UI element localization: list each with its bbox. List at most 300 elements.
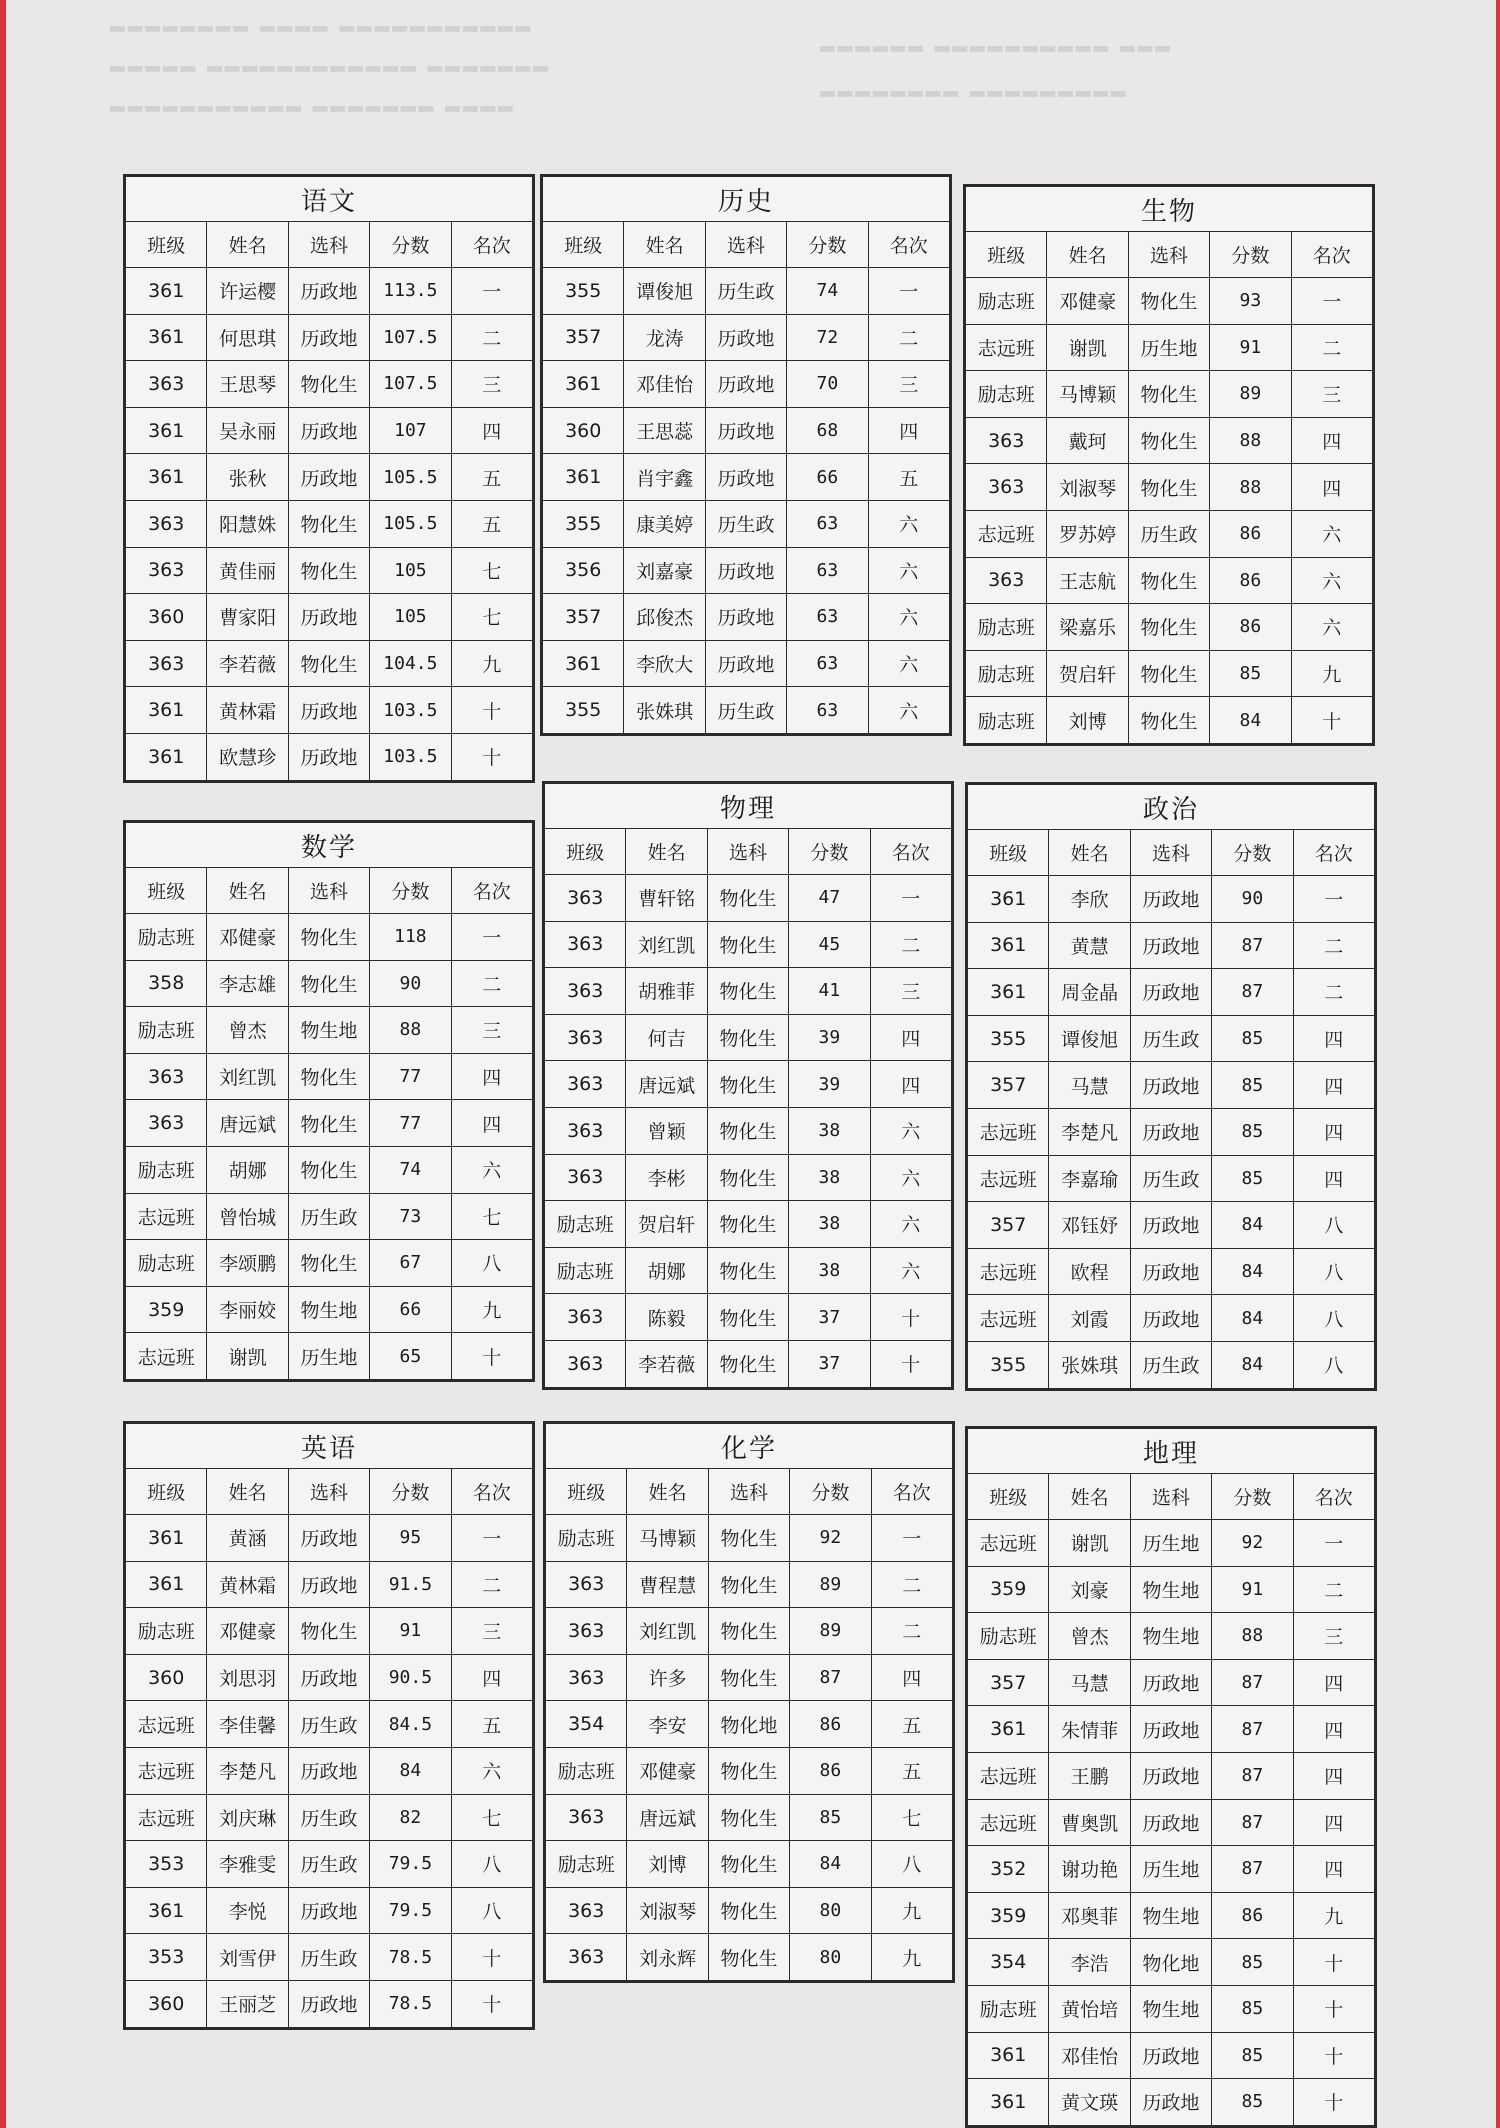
cell-name: 李颂鹏: [207, 1240, 288, 1287]
cell-rank: 九: [871, 1934, 952, 1981]
cell-rank: 二: [870, 921, 951, 968]
cell-elective: 历生地: [1130, 1846, 1211, 1893]
cell-elective: 历政地: [1130, 1202, 1211, 1249]
cell-elective: 历政地: [1130, 1659, 1211, 1706]
cell-rank: 十: [1293, 2079, 1374, 2126]
cell-name: 邓佳怡: [1049, 2032, 1130, 2079]
cell-class: 363: [546, 1934, 627, 1981]
cell-score: 89: [1210, 371, 1291, 418]
cell-rank: 四: [868, 407, 949, 454]
cell-class: 志远班: [126, 1701, 207, 1748]
cell-class: 励志班: [126, 1146, 207, 1193]
cell-name: 许运樱: [207, 268, 288, 315]
cell-name: 刘红凯: [627, 1608, 708, 1655]
table-row: [968, 1520, 1375, 1567]
table-row: [126, 1887, 533, 1934]
cell-score: 45: [789, 921, 870, 968]
cell-elective: 物化地: [708, 1701, 789, 1748]
column-header-rank: 名次: [451, 222, 532, 268]
cell-name: 邱俊杰: [624, 594, 705, 641]
cell-name: 刘淑琴: [627, 1887, 708, 1934]
cell-class: 357: [968, 1659, 1049, 1706]
cell-name: 刘红凯: [207, 1053, 288, 1100]
cell-name: 黄慧: [1049, 922, 1130, 969]
cell-class: 360: [126, 594, 207, 641]
table-row: [543, 361, 950, 408]
column-header-class: 班级: [968, 1474, 1049, 1520]
cell-name: 周金晶: [1049, 969, 1130, 1016]
cell-elective: 物化生: [288, 1100, 369, 1147]
cell-class: 359: [126, 1286, 207, 1333]
cell-score: 84: [1212, 1248, 1293, 1295]
cell-score: 113.5: [370, 268, 451, 315]
cell-elective: 历政地: [1130, 876, 1211, 923]
table-row: [126, 1007, 533, 1054]
cell-name: 欧慧珍: [207, 733, 288, 780]
cell-name: 马慧: [1049, 1659, 1130, 1706]
cell-elective: 物化生: [708, 1654, 789, 1701]
rank-table-zhengzhi: [965, 782, 1377, 1391]
cell-score: 95: [370, 1515, 451, 1562]
cell-score: 78.5: [370, 1980, 451, 2027]
cell-name: 王志航: [1047, 557, 1128, 604]
cell-rank: 二: [451, 314, 532, 361]
cell-score: 65: [370, 1333, 451, 1380]
cell-elective: 历生政: [1130, 1155, 1211, 1202]
cell-rank: 九: [1293, 1892, 1374, 1939]
cell-rank: 六: [868, 687, 949, 734]
cell-rank: 六: [868, 500, 949, 547]
cell-elective: 物生地: [288, 1007, 369, 1054]
cell-score: 89: [790, 1608, 871, 1655]
cell-rank: 二: [1293, 1566, 1374, 1613]
cell-class: 志远班: [966, 510, 1047, 557]
table-row: [126, 1841, 533, 1888]
cell-elective: 物化生: [707, 1340, 788, 1387]
cell-class: 363: [126, 1100, 207, 1147]
cell-score: 86: [1212, 1892, 1293, 1939]
subject-title: 化学: [546, 1424, 953, 1469]
cell-elective: 物化生: [288, 1608, 369, 1655]
cell-elective: 历政地: [1130, 1295, 1211, 1342]
cell-elective: 物化生: [708, 1747, 789, 1794]
cell-class: 363: [545, 1294, 626, 1341]
cell-name: 欧程: [1049, 1248, 1130, 1295]
cell-rank: 八: [1293, 1202, 1374, 1249]
table-row: [126, 594, 533, 641]
cell-score: 70: [787, 361, 868, 408]
cell-elective: 历政地: [1130, 922, 1211, 969]
cell-class: 363: [126, 1053, 207, 1100]
table-row: [546, 1654, 953, 1701]
cell-rank: 四: [870, 1061, 951, 1108]
cell-name: 李楚凡: [207, 1747, 288, 1794]
cell-score: 87: [1212, 1846, 1293, 1893]
cell-class: 励志班: [966, 697, 1047, 744]
cell-rank: 四: [1293, 1108, 1374, 1155]
subject-title: 生物: [966, 187, 1373, 232]
cell-name: 刘雪伊: [207, 1934, 288, 1981]
cell-rank: 二: [871, 1608, 952, 1655]
cell-elective: 物化生: [1128, 371, 1209, 418]
cell-elective: 历政地: [705, 407, 786, 454]
cell-class: 志远班: [126, 1333, 207, 1380]
table-row: [126, 1654, 533, 1701]
cell-rank: 六: [451, 1146, 532, 1193]
cell-score: 105.5: [370, 454, 451, 501]
cell-score: 88: [1210, 464, 1291, 511]
cell-elective: 历政地: [288, 314, 369, 361]
column-header-elective: 选科: [288, 1469, 369, 1515]
cell-name: 胡娜: [626, 1247, 707, 1294]
table-row: [126, 454, 533, 501]
table-row: [545, 1247, 952, 1294]
cell-name: 曹程慧: [627, 1561, 708, 1608]
cell-name: 李嘉瑜: [1049, 1155, 1130, 1202]
subject-title: 语文: [126, 177, 533, 222]
cell-rank: 四: [1291, 417, 1372, 464]
cell-class: 志远班: [968, 1799, 1049, 1846]
rank-table-wuli: [542, 781, 954, 1390]
table-row: [126, 1747, 533, 1794]
cell-class: 357: [543, 594, 624, 641]
table-row: [545, 875, 952, 922]
cell-rank: 三: [1291, 371, 1372, 418]
rank-table-huaxue: [543, 1421, 955, 1983]
cell-elective: 物化生: [288, 1240, 369, 1287]
table-row: [545, 1340, 952, 1387]
column-header-name: 姓名: [1049, 1474, 1130, 1520]
cell-elective: 物生地: [1130, 1566, 1211, 1613]
cell-score: 107.5: [370, 314, 451, 361]
cell-name: 刘豪: [1049, 1566, 1130, 1613]
cell-name: 王鹏: [1049, 1752, 1130, 1799]
column-header-score: 分数: [789, 829, 870, 875]
cell-class: 359: [968, 1892, 1049, 1939]
cell-rank: 八: [1293, 1248, 1374, 1295]
cell-name: 王思琴: [207, 361, 288, 408]
column-header-score: 分数: [787, 222, 868, 268]
cell-name: 贺启轩: [1047, 650, 1128, 697]
column-header-class: 班级: [126, 222, 207, 268]
cell-class: 361: [126, 1887, 207, 1934]
cell-score: 39: [789, 1014, 870, 1061]
cell-name: 张秋: [207, 454, 288, 501]
cell-name: 何吉: [626, 1014, 707, 1061]
table-row: [126, 640, 533, 687]
cell-rank: 一: [1293, 876, 1374, 923]
column-header-elective: 选科: [1130, 830, 1211, 876]
cell-score: 105: [370, 547, 451, 594]
table-row: [545, 1107, 952, 1154]
cell-elective: 历政地: [705, 361, 786, 408]
cell-name: 邓奥菲: [1049, 1892, 1130, 1939]
cell-elective: 历政地: [1130, 1752, 1211, 1799]
cell-rank: 五: [451, 500, 532, 547]
cell-rank: 三: [451, 361, 532, 408]
cell-class: 353: [126, 1934, 207, 1981]
subject-title: 地理: [968, 1429, 1375, 1474]
cell-elective: 历政地: [288, 454, 369, 501]
cell-class: 361: [968, 1706, 1049, 1753]
column-header-rank: 名次: [451, 868, 532, 914]
cell-name: 黄林霜: [207, 1561, 288, 1608]
cell-class: 361: [968, 876, 1049, 923]
cell-score: 77: [370, 1053, 451, 1100]
cell-rank: 一: [1293, 1520, 1374, 1567]
cell-class: 354: [968, 1939, 1049, 1986]
column-header-score: 分数: [370, 1469, 451, 1515]
cell-name: 刘霞: [1049, 1295, 1130, 1342]
cell-score: 87: [1212, 922, 1293, 969]
table-row: [126, 1100, 533, 1147]
cell-class: 361: [126, 268, 207, 315]
cell-score: 87: [1212, 1799, 1293, 1846]
column-header-name: 姓名: [626, 829, 707, 875]
cell-score: 87: [1212, 1659, 1293, 1706]
cell-score: 88: [1212, 1613, 1293, 1660]
cell-rank: 七: [451, 594, 532, 641]
cell-name: 阳慧姝: [207, 500, 288, 547]
table-row: [968, 1341, 1375, 1388]
cell-elective: 物化生: [1128, 697, 1209, 744]
table-row: [966, 697, 1373, 744]
cell-score: 84.5: [370, 1701, 451, 1748]
cell-class: 361: [968, 2032, 1049, 2079]
cell-rank: 三: [1293, 1613, 1374, 1660]
table-row: [545, 968, 952, 1015]
table-row: [546, 1794, 953, 1841]
page-edge-left: [0, 0, 6, 2128]
table-row: [543, 594, 950, 641]
table-row: [126, 407, 533, 454]
cell-score: 47: [789, 875, 870, 922]
cell-elective: 物化生: [1128, 650, 1209, 697]
cell-elective: 历政地: [1130, 1062, 1211, 1109]
cell-name: 刘红凯: [626, 921, 707, 968]
cell-class: 363: [546, 1887, 627, 1934]
cell-class: 361: [543, 640, 624, 687]
cell-name: 刘永辉: [627, 1934, 708, 1981]
table-row: [543, 687, 950, 734]
cell-class: 353: [126, 1841, 207, 1888]
cell-rank: 三: [868, 361, 949, 408]
cell-elective: 历政地: [288, 1887, 369, 1934]
cell-class: 励志班: [968, 1613, 1049, 1660]
table-row: [546, 1608, 953, 1655]
cell-name: 唐远斌: [207, 1100, 288, 1147]
cell-rank: 六: [1291, 604, 1372, 651]
table-row: [126, 361, 533, 408]
table-row: [126, 547, 533, 594]
column-header-name: 姓名: [207, 222, 288, 268]
cell-class: 354: [546, 1701, 627, 1748]
column-header-name: 姓名: [207, 868, 288, 914]
score-table: [967, 1428, 1375, 2126]
cell-elective: 物生地: [1130, 1613, 1211, 1660]
cell-elective: 物化生: [288, 361, 369, 408]
cell-class: 363: [545, 968, 626, 1015]
cell-class: 361: [968, 969, 1049, 1016]
column-header-rank: 名次: [870, 829, 951, 875]
table-row: [126, 687, 533, 734]
cell-class: 励志班: [966, 371, 1047, 418]
cell-score: 85: [1212, 2032, 1293, 2079]
cell-rank: 四: [1293, 1015, 1374, 1062]
cell-name: 罗苏婷: [1047, 510, 1128, 557]
cell-rank: 一: [451, 268, 532, 315]
cell-score: 77: [370, 1100, 451, 1147]
cell-elective: 历生地: [1128, 324, 1209, 371]
table-row: [966, 371, 1373, 418]
table-row: [126, 1333, 533, 1380]
table-row: [126, 960, 533, 1007]
cell-rank: 八: [451, 1240, 532, 1287]
cell-class: 361: [126, 1515, 207, 1562]
cell-name: 曹奥凯: [1049, 1799, 1130, 1846]
cell-class: 357: [543, 314, 624, 361]
cell-class: 352: [968, 1846, 1049, 1893]
cell-name: 陈毅: [626, 1294, 707, 1341]
cell-elective: 物化生: [708, 1561, 789, 1608]
cell-name: 李欣: [1049, 876, 1130, 923]
table-row: [968, 1752, 1375, 1799]
table-row: [545, 1014, 952, 1061]
cell-rank: 九: [451, 640, 532, 687]
cell-rank: 二: [1293, 969, 1374, 1016]
column-header-rank: 名次: [868, 222, 949, 268]
cell-class: 励志班: [966, 650, 1047, 697]
cell-name: 刘庆琳: [207, 1794, 288, 1841]
cell-class: 励志班: [545, 1201, 626, 1248]
rank-table-yingyu: [123, 1421, 535, 2030]
cell-name: 胡雅菲: [626, 968, 707, 1015]
cell-name: 肖宇鑫: [624, 454, 705, 501]
cell-class: 361: [543, 454, 624, 501]
score-table: [542, 176, 950, 734]
column-header-rank: 名次: [451, 1469, 532, 1515]
column-header-elective: 选科: [705, 222, 786, 268]
cell-class: 359: [968, 1566, 1049, 1613]
table-row: [968, 1062, 1375, 1109]
table-row: [545, 1294, 952, 1341]
cell-name: 邓健豪: [627, 1747, 708, 1794]
score-table: [544, 783, 952, 1388]
column-header-rank: 名次: [1293, 830, 1374, 876]
cell-name: 刘淑琴: [1047, 464, 1128, 511]
cell-name: 曾颖: [626, 1107, 707, 1154]
cell-elective: 物生地: [1130, 1985, 1211, 2032]
table-row: [126, 1286, 533, 1333]
cell-rank: 七: [451, 1794, 532, 1841]
cell-rank: 五: [451, 1701, 532, 1748]
cell-rank: 四: [870, 1014, 951, 1061]
cell-class: 363: [545, 921, 626, 968]
cell-class: 志远班: [126, 1794, 207, 1841]
cell-rank: 七: [451, 547, 532, 594]
cell-elective: 物化生: [1128, 557, 1209, 604]
cell-rank: 十: [870, 1294, 951, 1341]
table-row: [546, 1934, 953, 1981]
table-row: [126, 1515, 533, 1562]
cell-class: 志远班: [968, 1295, 1049, 1342]
cell-rank: 四: [1293, 1846, 1374, 1893]
table-row: [543, 314, 950, 361]
cell-elective: 物化生: [708, 1841, 789, 1888]
cell-class: 励志班: [126, 1240, 207, 1287]
cell-rank: 十: [451, 1333, 532, 1380]
table-row: [126, 500, 533, 547]
column-header-score: 分数: [1212, 1474, 1293, 1520]
cell-name: 许多: [627, 1654, 708, 1701]
cell-class: 363: [546, 1654, 627, 1701]
cell-class: 励志班: [126, 1608, 207, 1655]
table-row: [968, 1015, 1375, 1062]
cell-elective: 历政地: [705, 454, 786, 501]
cell-elective: 历政地: [705, 594, 786, 641]
cell-elective: 历生政: [288, 1193, 369, 1240]
subject-title: 数学: [126, 823, 533, 868]
cell-name: 邓钰妤: [1049, 1202, 1130, 1249]
cell-rank: 八: [1293, 1295, 1374, 1342]
cell-elective: 历政地: [288, 1515, 369, 1562]
cell-score: 84: [1212, 1295, 1293, 1342]
cell-elective: 历生政: [1130, 1341, 1211, 1388]
cell-name: 黄涵: [207, 1515, 288, 1562]
cell-class: 363: [126, 547, 207, 594]
cell-score: 82: [370, 1794, 451, 1841]
cell-elective: 历政地: [1130, 2079, 1211, 2126]
table-row: [968, 1985, 1375, 2032]
cell-score: 68: [787, 407, 868, 454]
cell-rank: 十: [451, 687, 532, 734]
cell-rank: 三: [451, 1007, 532, 1054]
column-header-name: 姓名: [1047, 232, 1128, 278]
cell-elective: 历政地: [1130, 2032, 1211, 2079]
table-row: [968, 2079, 1375, 2126]
table-row: [968, 1706, 1375, 1753]
cell-class: 志远班: [966, 324, 1047, 371]
table-row: [545, 921, 952, 968]
cell-elective: 历政地: [288, 687, 369, 734]
cell-class: 363: [126, 361, 207, 408]
page-edge-right: [1496, 0, 1500, 2128]
cell-rank: 八: [451, 1887, 532, 1934]
cell-elective: 历生政: [288, 1701, 369, 1748]
cell-class: 363: [546, 1561, 627, 1608]
cell-class: 361: [126, 454, 207, 501]
cell-name: 黄林霜: [207, 687, 288, 734]
table-row: [968, 1892, 1375, 1939]
cell-class: 360: [126, 1980, 207, 2027]
cell-class: 363: [545, 1340, 626, 1387]
cell-rank: 四: [1293, 1706, 1374, 1753]
column-header-name: 姓名: [624, 222, 705, 268]
cell-score: 74: [787, 268, 868, 315]
faint-bleed-through-text: ▂▂▂▂▂▂ ▂▂▂▂▂▂▂▂▂▂ ▂▂▂: [820, 30, 1173, 52]
cell-rank: 五: [871, 1701, 952, 1748]
cell-name: 黄文瑛: [1049, 2079, 1130, 2126]
cell-rank: 六: [1291, 557, 1372, 604]
cell-elective: 物化生: [288, 1146, 369, 1193]
cell-score: 103.5: [370, 733, 451, 780]
cell-rank: 四: [1293, 1659, 1374, 1706]
cell-class: 363: [126, 640, 207, 687]
cell-elective: 历政地: [288, 268, 369, 315]
cell-elective: 历政地: [288, 1654, 369, 1701]
table-row: [546, 1887, 953, 1934]
cell-elective: 历政地: [1130, 1706, 1211, 1753]
